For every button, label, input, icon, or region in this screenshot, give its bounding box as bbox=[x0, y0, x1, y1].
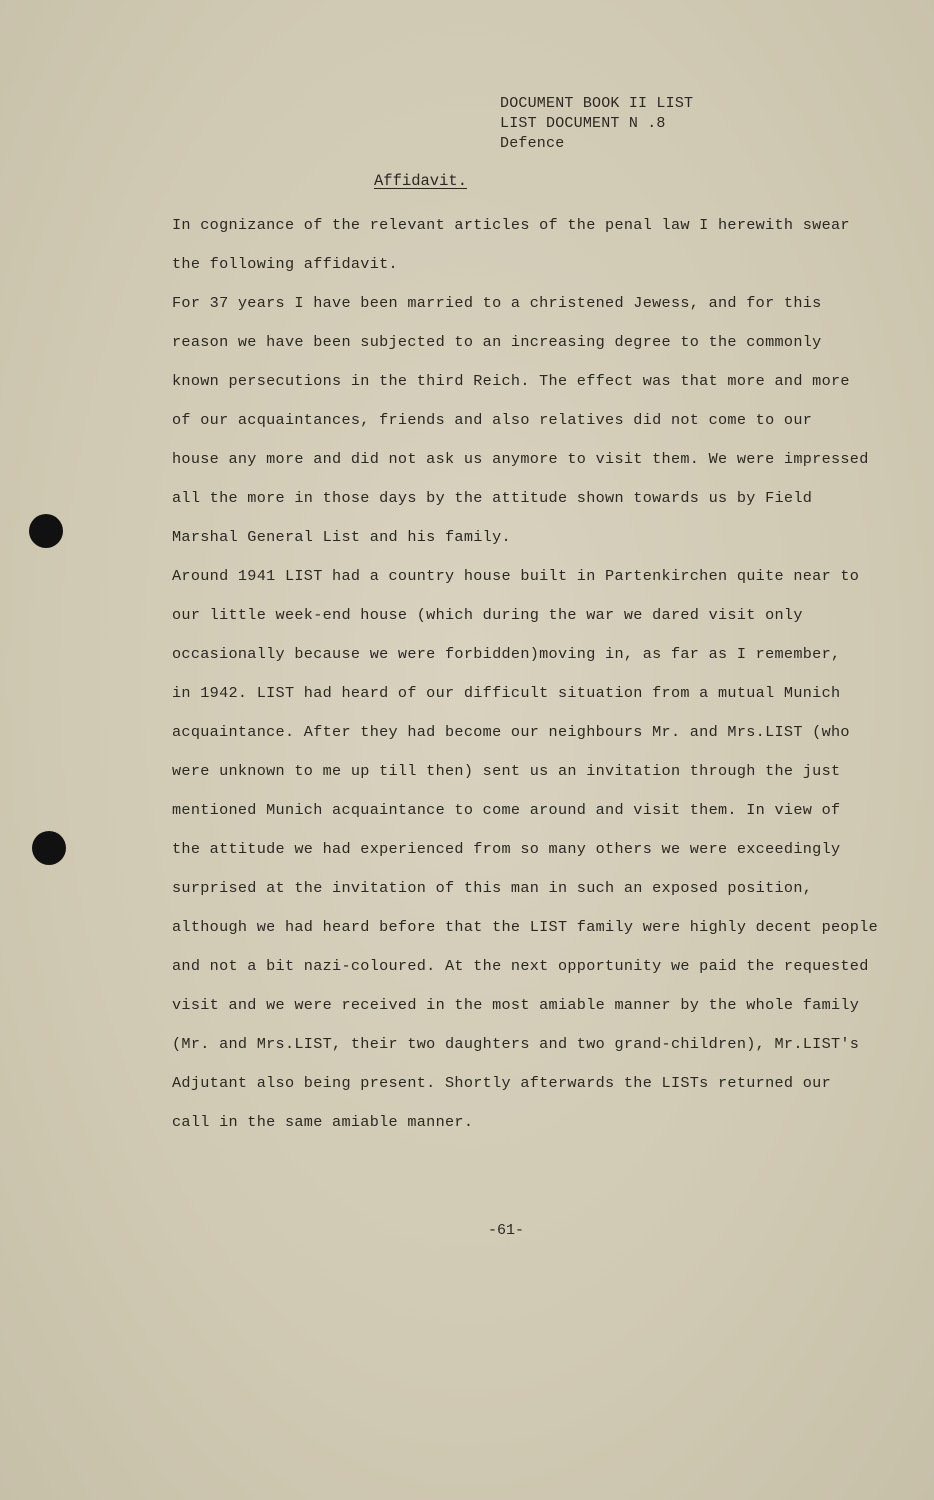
body-line: of our acquaintances, friends and also relatives did not come to our bbox=[172, 411, 813, 429]
body-line: all the more in those days by the attitude shown towards us by Field bbox=[172, 489, 813, 507]
body-line: mentioned Munich acquaintance to come around and visit them. In view of bbox=[172, 801, 841, 819]
body-line: call in the same amiable manner. bbox=[172, 1113, 474, 1131]
body-line: occasionally because we were forbidden)moving in, as far as I remember, bbox=[172, 645, 841, 663]
header-line-1: DOCUMENT BOOK II LIST bbox=[500, 95, 694, 112]
punch-hole-upper bbox=[29, 514, 63, 548]
body-line: our little week-end house (which during the war we dared visit only bbox=[172, 606, 803, 624]
document-header bbox=[500, 94, 693, 154]
body-line: reason we have been subjected to an increasing degree to the commonly bbox=[172, 333, 822, 351]
body-line: Around 1941 LIST had a country house built in Partenkirchen quite near to bbox=[172, 567, 860, 585]
affidavit-body bbox=[172, 206, 902, 1142]
body-line: acquaintance. After they had become our neighbours Mr. and Mrs.LIST (who bbox=[172, 723, 850, 741]
body-line: Marshal General List and his family. bbox=[172, 528, 511, 546]
punch-hole-lower bbox=[32, 831, 66, 865]
body-line: and not a bit nazi-coloured. At the next opportunity we paid the requested bbox=[172, 957, 869, 975]
page-number: -61- bbox=[488, 1222, 525, 1239]
body-line: the following affidavit. bbox=[172, 255, 398, 273]
body-line: known persecutions in the third Reich. The effect was that more and more bbox=[172, 372, 850, 390]
body-line: In cognizance of the relevant articles of the penal law I herewith swear bbox=[172, 216, 850, 234]
body-line: visit and we were received in the most amiable manner by the whole family bbox=[172, 996, 860, 1014]
body-line: (Mr. and Mrs.LIST, their two daughters and two grand-children), Mr.LIST's bbox=[172, 1035, 860, 1053]
header-line-2: LIST DOCUMENT N .8 bbox=[500, 115, 666, 132]
body-line: Adjutant also being present. Shortly afterwards the LISTs returned our bbox=[172, 1074, 831, 1092]
body-line: For 37 years I have been married to a christened Jewess, and for this bbox=[172, 294, 822, 312]
header-line-3: Defence bbox=[500, 135, 565, 152]
body-line: the attitude we had experienced from so many others we were exceedingly bbox=[172, 840, 841, 858]
body-line: were unknown to me up till then) sent us an invitation through the just bbox=[172, 762, 841, 780]
body-line: surprised at the invitation of this man in such an exposed position, bbox=[172, 879, 813, 897]
body-line: in 1942. LIST had heard of our difficult situation from a mutual Munich bbox=[172, 684, 841, 702]
body-line: although we had heard before that the LIST family were highly decent people bbox=[172, 918, 879, 936]
body-line: house any more and did not ask us anymore to visit them. We were impressed bbox=[172, 450, 869, 468]
document-title: Affidavit. bbox=[374, 172, 468, 190]
